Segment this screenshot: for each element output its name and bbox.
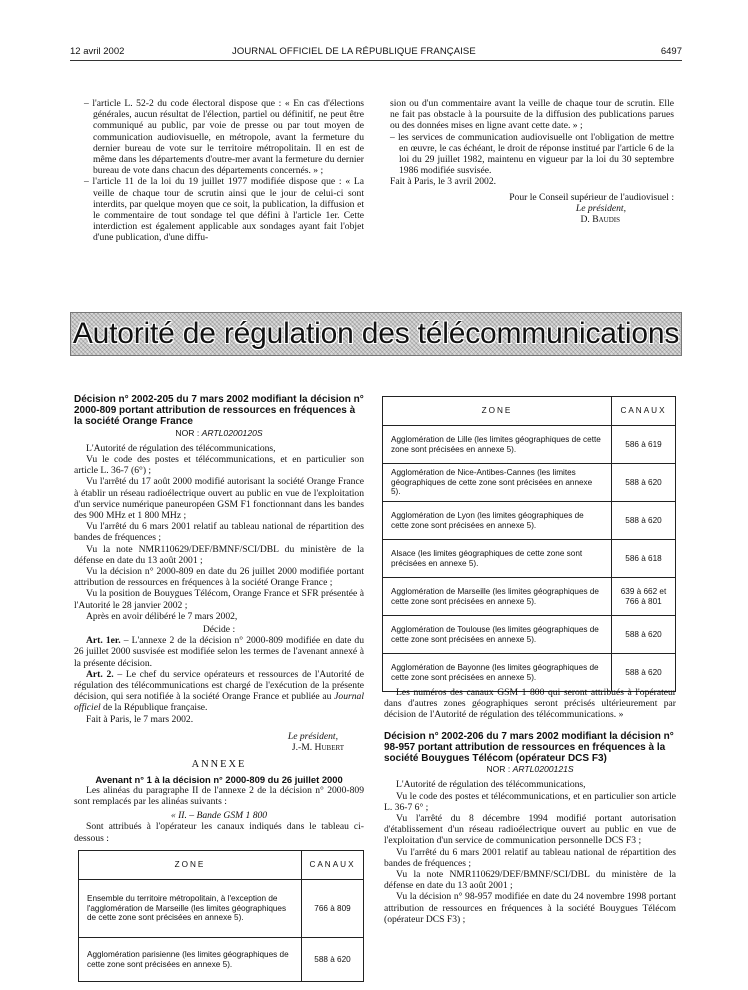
table-row [79,938,364,982]
paragraph: Vu le code des postes et télécommunications, et en particulier son article L. 36-7 (6°) ; [74,454,364,477]
zone-cell: Agglomération de Lille (les limites géographiques de cette zone sont précisées en annexe 5). [383,426,612,464]
column-header-canaux: CANAUX [612,397,676,426]
paragraph: L'Autorité de régulation des télécommunications, [396,779,586,791]
paragraph: Les numéros des canaux GSM 1 800 qui seront attribués à l'opérateur dans d'autres zones géographiques seront précisés ultérieurement par décision de l'Autorité de régulation des télécommunications. » [384,687,676,721]
zone-cell: Alsace (les limites géographiques de cette zone sont précisées en annexe 5). [383,540,612,578]
table-row [383,540,676,578]
canaux-cell: 766 à 809 [302,880,364,938]
right-column [384,687,676,925]
zone-cell: Agglomération parisienne (les limites géographiques de cette zone sont précisées en annexe 5). [79,938,302,982]
zone-cell: Agglomération de Nice-Antibes-Cannes (les limites géographiques de cette zone sont précisées en annexe 5). [383,464,612,502]
avenant-heading: Avenant n° 1 à la décision n° 2000-809 du 26 juillet 2000 [95,773,343,785]
paragraph: Vu la position de Bouygues Télécom, Orange France et SFR présentée à l'Autorité le 28 janvier 2002 ; [74,588,364,611]
canaux-cell: 588 à 620 [612,616,676,654]
section-banner [70,312,682,356]
canaux-cell: 588 à 620 [302,938,364,982]
header-journal-title: JOURNAL OFFICIEL DE LA RÉPUBLIQUE FRANÇAISE [232,46,476,57]
table-row [79,880,364,938]
paragraph: Les alinéas du paragraphe II de l'annexe 2 de la décision n° 2000-809 sont remplacés par les alinéas suivants : [74,784,364,807]
nor-reference: NOR : ARTL0200120S [175,427,263,438]
table-row [383,616,676,654]
channels-table-right [382,396,676,692]
paragraph: – l'article 11 de la loi du 19 juillet 1977 modifiée dispose que : « La veille de chaque tour de scrutin ainsi que le jour de celui-ci sont interdits, par quelque moyen que ce soit, la publication, la diffusion et le commentaire de tout sondage tel que défini à l'article 1er. Cette interdiction est également applicable aux sondages ayant fait l'objet d'une publication, d'une diffu- [84,176,364,244]
banner-title: Autorité de régulation des télécommunications [72,317,680,351]
table-header-row [79,851,364,880]
paragraph: Sont attribués à l'opérateur les canaux indiqués dans le tableau ci-dessous : [74,821,364,844]
table-row [383,464,676,502]
column-header-zone: ZONE [383,397,612,426]
decision-title: Décision n° 2002-206 du 7 mars 2002 modifiant la décision n° 98-957 portant attribution de ressources en fréquences à la société Bouygues Télécom (opérateur DCS F3) [384,730,674,765]
zone-cell: Agglomération de Bayonne (les limites géographiques de cette zone sont précisées en annexe 5). [383,654,612,692]
top-right-column [390,98,674,225]
canaux-cell: 588 à 620 [612,464,676,502]
table-header-row [383,397,676,426]
paragraph: Vu l'arrêté du 17 août 2000 modifié autorisant la société Orange France à établir un réseau radioélectrique ouvert au public en vue de l'exploitation d'un service numérique paneuropéen GSM F1 fonctionnant dans les bandes des 900 MHz et 1 800 MHz ; [74,476,364,522]
canaux-cell: 639 à 662 et 766 à 801 [612,578,676,616]
article-1: Art. 1er. – L'annexe 2 de la décision n° 2000-809 modifiée en date du 26 juillet 2000 susvisée est modifiée selon les termes de l'avenant annexé à la présente décision. [74,635,364,669]
paragraph: – l'article L. 52-2 du code électoral dispose que : « En cas d'élections générales, aucun résultat de l'élection, partiel ou définitif, ne peut être communiqué au public, par voie de presse ou par tout moyen de communication audiovisuelle, en métropole, avant la fermeture du dernier bureau de vote sur le territoire métropolitain. Il en est de même dans les départements d'outre-mer avant la fermeture du dernier bureau de vote dans chacun des départements concernés. » ; [84,98,364,177]
canaux-cell: 586 à 618 [612,540,676,578]
paragraph: Après en avoir délibéré le 7 mars 2002, [86,610,238,622]
zone-cell: Ensemble du territoire métropolitain, à l'exception de l'agglomération de Marseille (les limites géographiques de cette zone sont précisées en annexe 5). [79,880,302,938]
done-line: Fait à Paris, le 7 mars 2002. [86,713,194,725]
zone-cell: Agglomération de Lyon (les limites géographiques de cette zone sont précisées en annexe 5). [383,502,612,540]
table-row [383,578,676,616]
paragraph: Vu la décision n° 98-957 modifiée en date du 24 novembre 1998 portant attribution de ressources en fréquences à la société Bouygues Télécom (opérateur DCS F3) ; [384,891,676,925]
signature-org: Pour le Conseil supérieur de l'audiovisuel : [509,191,674,203]
canaux-cell: 586 à 619 [612,426,676,464]
article-2: Art. 2. – Le chef du service opérateurs et ressources de l'Autorité de régulation des télécommunications est chargé de l'exécution de la présente décision, qui sera notifiée à la société Orange France et publiée au Journal officiel de la République française. [74,668,364,714]
signature-title: Le président, [575,202,626,214]
paragraph: Vu l'arrêté du 6 mars 2001 relatif au tableau national de répartition des bandes de fréquences ; [384,846,676,869]
channels-table-left [78,850,364,982]
nor-reference: NOR : ARTL0200121S [486,764,574,775]
signature-name: J.-M. Hubert [291,742,344,754]
left-column [74,394,364,844]
header-date: 12 avril 2002 [70,46,125,57]
paragraph: Vu la note NMR110629/DEF/BMNF/SCI/DBL du ministère de la défense en date du 13 août 2001 ; [384,869,676,892]
canaux-cell: 588 à 620 [612,502,676,540]
top-left-column [84,98,364,244]
paragraph: – les services de communication audiovisuelle ont l'obligation de mettre en œuvre, le cas échéant, le droit de réponse institué par l'article 6 de la loi du 29 juillet 1982, maintenu en vigueur par la loi du 30 septembre 1986 modifiée susvisée. [390,131,674,177]
paragraph: sion ou d'un commentaire avant la veille de chaque tour de scrutin. Elle ne fait pas obstacle à la poursuite de la diffusion des publications parues ou des données mises en ligne avant cette date. » ; [390,98,674,132]
zone-cell: Agglomération de Toulouse (les limites géographiques de cette zone sont précisées en annexe 5). [383,616,612,654]
header-page-number: 6497 [660,46,682,57]
paragraph: Vu la décision n° 2000-809 en date du 26 juillet 2000 modifiée portant attribution de ressources en fréquences à la société Orange France ; [74,566,364,589]
paragraph: L'Autorité de régulation des télécommunications, [86,442,276,454]
table-row [383,502,676,540]
column-header-zone: ZONE [79,851,302,880]
paragraph: Vu l'arrêté du 6 mars 2001 relatif au tableau national de répartition des bandes de fréquences ; [74,521,364,544]
paragraph: Vu l'arrêté du 8 décembre 1994 modifié portant autorisation d'établissement d'un réseau radioélectrique ouvert au public en vue de l'exploitation d'un service de communication personnelle DCS F3 ; [384,813,676,847]
zone-cell: Agglomération de Marseille (les limites géographiques de cette zone sont précisées en annexe 5). [383,578,612,616]
table-row [383,426,676,464]
decide-heading: Décide : [202,624,236,636]
table-row [383,654,676,692]
column-header-canaux: CANAUX [302,851,364,880]
decision-title: Décision n° 2002-205 du 7 mars 2002 modifiant la décision n° 2000-809 portant attribution de ressources en fréquences à la société Orange France [74,394,364,428]
band-heading: « II. – Bande GSM 1 800 [170,810,268,822]
signature-title: Le président, [287,730,338,742]
done-line: Fait à Paris, le 3 avril 2002. [390,176,497,188]
paragraph: Vu la note NMR110629/DEF/BMNF/SCI/DBL du ministère de la défense en date du 13 août 2001 ; [74,543,364,566]
header-rule [70,60,682,61]
paragraph: Vu le code des postes et télécommunications, et en particulier son article L. 36-7 6° ; [384,790,676,813]
canaux-cell: 588 à 620 [612,654,676,692]
annexe-heading: ANNEXE [191,759,247,771]
signature-name: D. Baudis [580,214,620,226]
